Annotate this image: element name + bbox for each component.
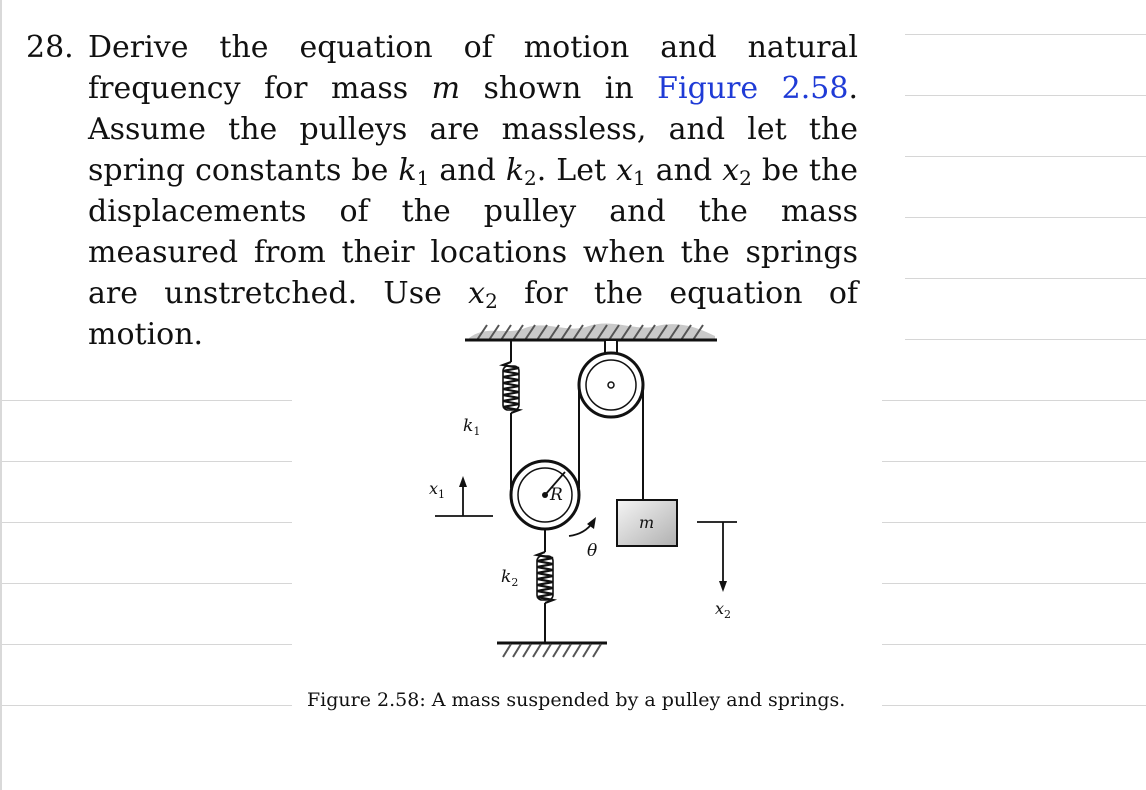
ruled-line: [905, 95, 1146, 96]
spring-k2: [537, 552, 553, 603]
math-var-m: m: [431, 71, 461, 106]
ruled-line: [2, 522, 292, 523]
math-sub-2: 2: [485, 289, 498, 313]
math-var-x2: x: [468, 276, 486, 311]
figure-reference-link[interactable]: Figure 2.58: [657, 71, 849, 106]
ruled-line: [905, 217, 1146, 218]
math-sub-2: 2: [739, 166, 752, 190]
problem-text-part: and: [429, 153, 506, 188]
label-theta: θ: [587, 541, 598, 561]
ruled-line: [905, 34, 1146, 35]
ruled-line: [2, 461, 292, 462]
problem-text-part: and: [645, 153, 723, 188]
problem-number: 28.: [26, 30, 74, 65]
ruled-line: [2, 400, 292, 401]
ruled-line: [905, 278, 1146, 279]
math-sub-2: 2: [524, 166, 537, 190]
problem-text-part: . Let: [536, 153, 617, 188]
ruled-line: [2, 644, 292, 645]
ruled-line: [905, 339, 1146, 340]
pulley-spring-diagram: [407, 300, 737, 680]
spring-k1: [503, 362, 519, 413]
ruled-line: [905, 156, 1146, 157]
problem-text-part: shown in: [460, 71, 658, 106]
ruled-line: [882, 583, 1146, 584]
math-var-k2: k: [505, 153, 524, 188]
math-var-x2: x: [722, 153, 740, 188]
problem-text-part: Derive the equation of motion and natural frequency for mass: [88, 30, 858, 106]
ruled-line: [882, 400, 1146, 401]
label-x1: $x_1$: [429, 479, 446, 501]
label-k1: $k_1$: [463, 416, 481, 438]
problem-text-part: be the displacements of the pulley and the mass measured from their locations when the springs are unstretched. Use: [88, 153, 859, 311]
problem-text-part: . Assume the pulleys are massless, and let the spring constants be: [88, 71, 858, 188]
math-var-k1: k: [398, 153, 417, 188]
label-x2: $x_2$: [715, 599, 732, 621]
floor-hatch: [503, 644, 601, 657]
label-m: m: [639, 513, 655, 532]
ruled-line: [882, 644, 1146, 645]
ruled-line: [882, 461, 1146, 462]
label-k2: $k_2$: [501, 567, 519, 589]
ruled-line: [2, 705, 292, 706]
figure-caption: Figure 2.58: A mass suspended by a pulley and springs.: [307, 689, 846, 711]
ruled-line: [882, 705, 1146, 706]
math-sub-1: 1: [416, 166, 430, 190]
figure-2-58: [407, 300, 737, 680]
label-r: R: [550, 485, 563, 505]
problem-text-part: for the equation of motion.: [88, 276, 858, 352]
ruled-line: [2, 583, 292, 584]
math-sub-1: 1: [633, 166, 646, 190]
ruled-line: [882, 522, 1146, 523]
math-var-x1: x: [616, 153, 633, 188]
